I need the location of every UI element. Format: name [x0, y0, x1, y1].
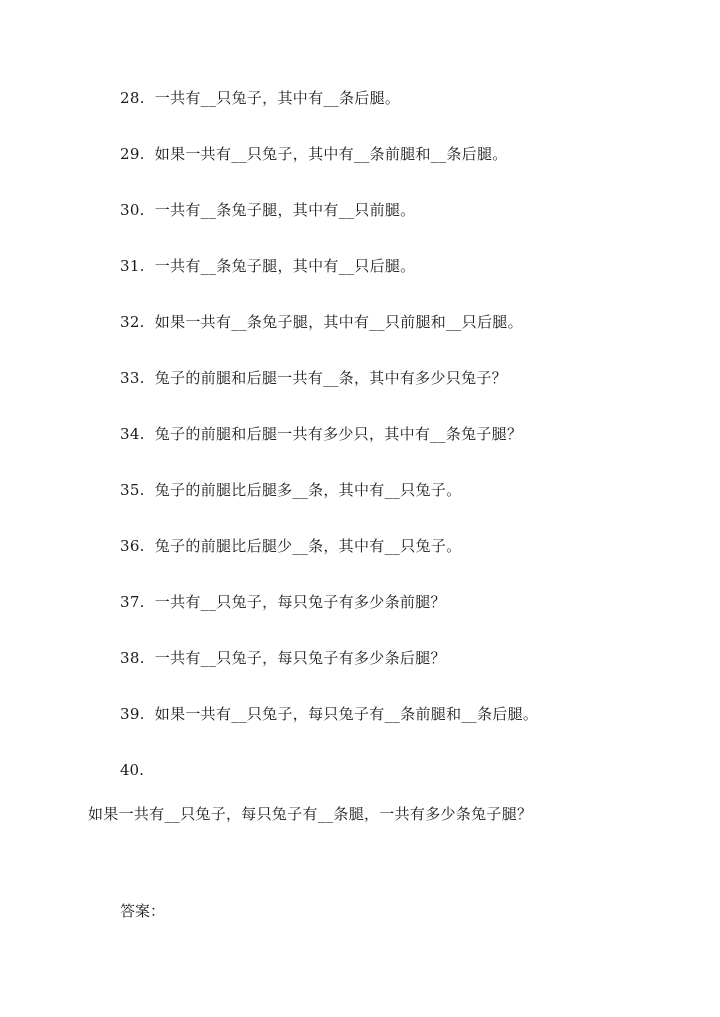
question-33	[120, 368, 507, 388]
question-32	[120, 312, 523, 332]
question-text: 兔子的前腿比后腿多__条，其中有__只兔子。	[154, 481, 462, 499]
question-number: 36.	[120, 537, 145, 555]
question-number: 30.	[120, 201, 145, 219]
question-text: 一共有__只兔子，其中有__条后腿。	[154, 89, 401, 107]
question-number: 38.	[120, 649, 145, 667]
question-37	[120, 592, 446, 612]
question-text: 如果一共有__只兔子，每只兔子有__条前腿和__条后腿。	[154, 705, 539, 723]
question-number: 28.	[120, 89, 145, 107]
question-number: 39.	[120, 705, 145, 723]
question-number: 32.	[120, 313, 145, 331]
question-29	[120, 144, 508, 164]
question-34	[120, 424, 522, 444]
question-text: 如果一共有__条兔子腿，其中有__只前腿和__只后腿。	[154, 313, 523, 331]
question-text: 一共有__条兔子腿，其中有__只前腿。	[154, 201, 416, 219]
question-39	[120, 704, 538, 724]
question-40-text: 如果一共有__只兔子，每只兔子有__条腿，一共有多少条兔子腿？	[88, 805, 533, 823]
question-text: 一共有__只兔子，每只兔子有多少条后腿？	[154, 649, 446, 667]
question-31	[120, 256, 415, 276]
question-number: 29.	[120, 145, 145, 163]
question-40-number: 40.	[120, 761, 144, 779]
question-28	[120, 88, 400, 108]
question-number: 37.	[120, 593, 145, 611]
question-text: 一共有__条兔子腿，其中有__只后腿。	[154, 257, 416, 275]
question-36	[120, 536, 461, 556]
question-number: 34.	[120, 425, 145, 443]
question-text: 一共有__只兔子，每只兔子有多少条前腿？	[154, 593, 446, 611]
question-number: 33.	[120, 369, 145, 387]
question-text: 兔子的前腿和后腿一共有多少只，其中有__条兔子腿？	[154, 425, 523, 443]
question-number: 35.	[120, 481, 145, 499]
question-text: 兔子的前腿比后腿少__条，其中有__只兔子。	[154, 537, 462, 555]
question-number: 31.	[120, 257, 145, 275]
question-text: 如果一共有__只兔子，其中有__条前腿和__条后腿。	[154, 145, 508, 163]
question-text: 兔子的前腿和后腿一共有__条，其中有多少只兔子？	[154, 369, 507, 387]
question-35	[120, 480, 461, 500]
question-38	[120, 648, 446, 668]
question-30	[120, 200, 415, 220]
answer-label: 答案：	[120, 902, 166, 920]
